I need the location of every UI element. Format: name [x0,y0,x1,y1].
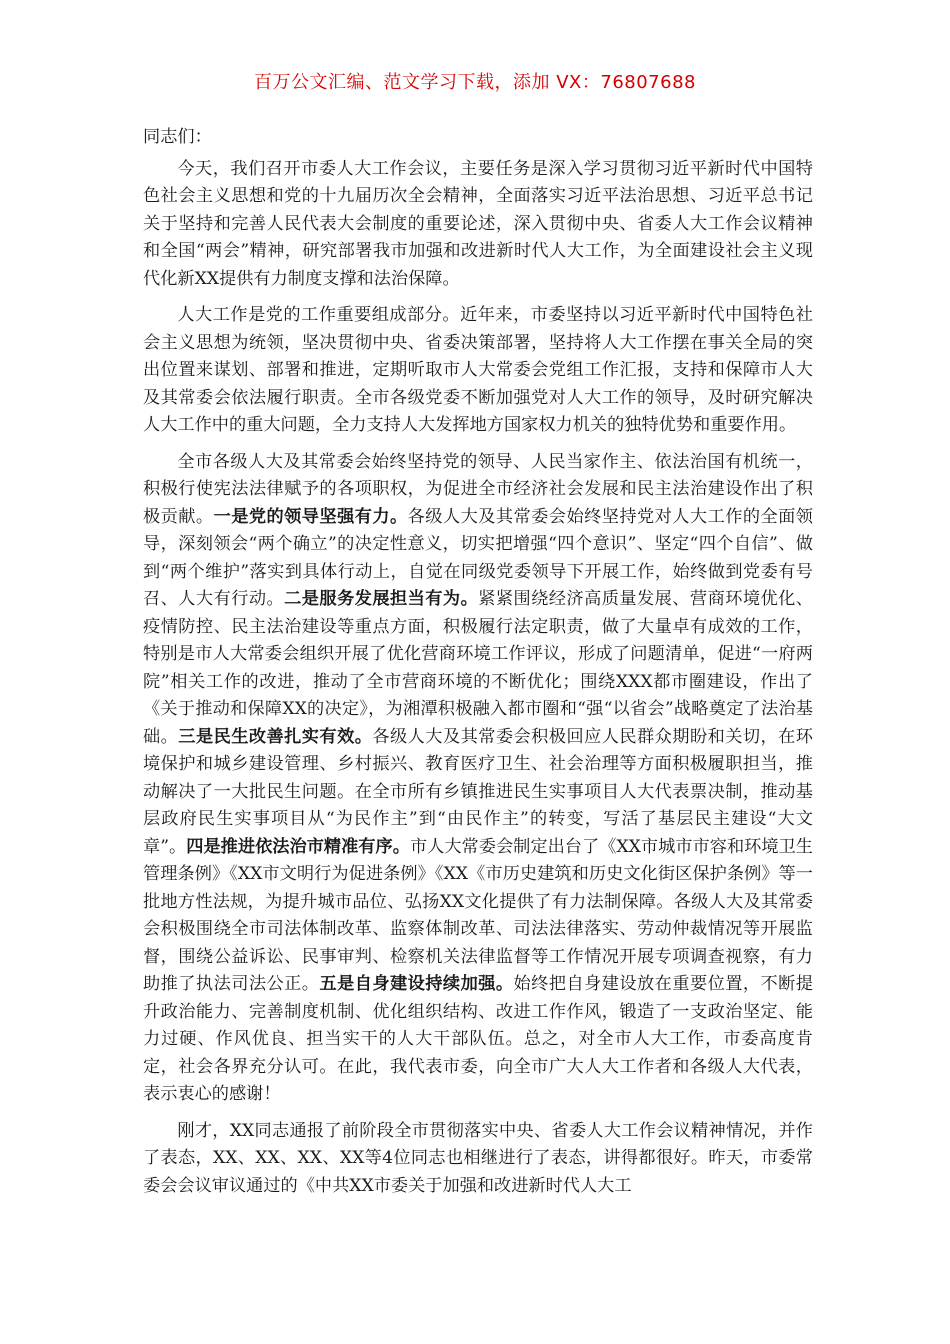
point-3-heading: 三是民生改善扎实有效。 [178,726,373,747]
point-3-text: 各级人大及其常委会积极回应人民群众期盼和关切，在环境保护和城乡建设管理、乡村振兴、教育医疗卫生、社会治理等方面积极履职担当，推动解决了一大批民生问题。在全市所有乡镇推进民生实事项目人大代表票决制，推动基层政府民生实事项目从“为民作主”到“由民作主”的转变，写活了基层民主建设“大文章”。 [143,726,813,857]
point-2-text: 紧紧围绕经济高质量发展、营商环境优化、疫情防控、民主法治建设等重点方面，积极履行法定职责，做了大量卓有成效的工作，特别是市人大常委会组织开展了优化营商环境工作评议，形成了问题清单，促进“一府两院”相关工作的改进，推动了全市营商环境的不断优化；围绕XXX都市圈建设，作出了《关于推动和保障XX的决定》，为湘潭积极融入都市圈和“强“以省会”战略奠定了法治基础。 [143,589,813,747]
paragraph-1: 今天，我们召开市委人大工作会议，主要任务是深入学习贯彻习近平新时代中国特色社会主义思想和党的十九届历次全会精神，全面落实习近平法治思想、习近平总书记关于坚持和完善人民代表大会制度的重要论述，深入贯彻中央、省委人大工作会议精神和全国“两会”精神，研究部署我市加强和改进新时代人大工作，为全面建设社会主义现代化新XX提供有力制度支撑和法治保障。 [143,158,813,289]
paragraph-2: 人大工作是党的工作重要组成部分。近年来，市委坚持以习近平新时代中国特色社会主义思想为统领，坚决贯彻中央、省委决策部署，坚持将人大工作摆在事关全局的突出位置来谋划、部署和推进，定期听取市人大常委会党组工作汇报，支持和保障市人大及其常委会依法履行职责。全市各级党委不断加强党对人大工作的领导，及时研究解决人大工作中的重大问题，全力支持人大发挥地方国家权力机关的独特优势和重要作用。 [143,305,813,435]
salutation: 同志们： [143,127,212,147]
header-text: 百万公文汇编、范文学习下载，添加 VX：76807688 [254,72,696,93]
paragraph-3 [143,449,813,1109]
point-5-heading: 五是自身建设持续加强。 [319,974,514,994]
document-body [143,124,813,1209]
point-5-text: 始终把自身建设放在重要位置，不断提升政治能力、完善制度机制、优化组织结构、改进工作作风，锻造了一支政治坚定、能力过硬、作风优良、担当实干的人大干部队伍。总之，对全市人大工作，市委高度肯定，社会各界充分认可。在此，我代表市委，向全市广大人大工作者和各级人大代表，表示衷心的感谢！ [143,974,813,1104]
point-1-heading: 一是党的领导坚强有力。 [213,506,408,527]
paragraph-4: 刚才，XX同志通报了前阶段全市贯彻落实中央、省委人大工作会议精神情况，并作了表态，XX、XX、XX、XX等4位同志也相继进行了表态，讲得都很好。昨天，市委常委会会议审议通过的《中共XX市委关于加强和改进新时代人大工 [143,1120,813,1196]
header-banner [0,68,950,94]
point-4-text: 市人大常委会制定出台了《XX市城市市容和环境卫生管理条例》《XX市文明行为促进条例》《XX《市历史建筑和历史文化街区保护条例》等一批地方性法规，为提升城市品位、弘扬XX文化提供了有力法制保障。各级人大及其常委会积极围绕全市司法体制改革、监察体制改革、司法法律落实、劳动仲裁情况等开展监督，围绕公益诉讼、民事审判、检察机关法律监督等工作情况开展专项调查视察，有力助推了执法司法公正。 [143,836,813,994]
point-4-heading: 四是推进依法治市精准有序。 [186,836,410,857]
point-1-text: 各级人大及其常委会始终坚持党对人大工作的全面领导，深刻领会“两个确立”的决定性意义，切实把增强“四个意识”、坚定“四个自信”、做到“两个维护”落实到具体行动上，自觉在同级党委领导下开展工作，始终做到党委有号召、人大有行动。 [143,506,813,609]
point-2-heading: 二是服务发展担当有为。 [284,589,479,609]
paragraph-3-intro: 全市各级人大及其常委会始终坚持党的领导、人民当家作主、依法治国有机统一，积极行使宪法法律赋予的各项职权，为促进全市经济社会发展和民主法治建设作出了积极贡献。 [143,451,813,527]
